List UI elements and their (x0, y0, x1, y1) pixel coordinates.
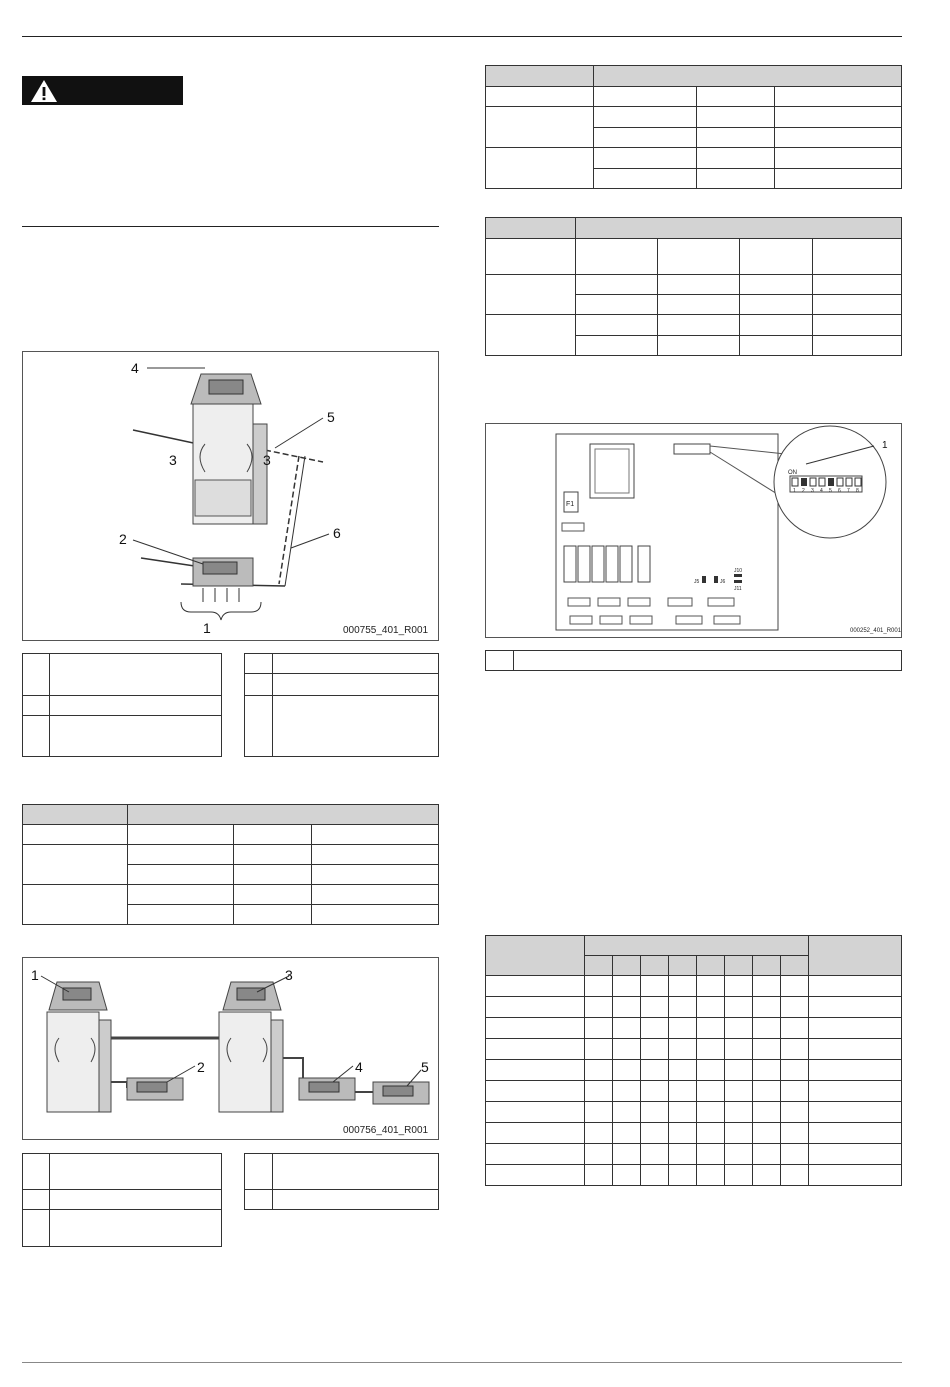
fig2-callout-5: 5 (421, 1059, 429, 1075)
top-rule (22, 36, 902, 37)
fig1-callout-4: 4 (131, 360, 139, 376)
figure-3-drawing (486, 424, 901, 637)
fig1-callout-2: 2 (119, 531, 127, 547)
fig1-callout-6: 6 (333, 525, 341, 541)
fig1-legend-right (244, 653, 439, 757)
fig3-fuse-label: F1 (566, 501, 575, 508)
fig2-callout-3: 3 (285, 967, 293, 983)
dip-num-8: 8 (856, 488, 859, 494)
dip-num-4: 4 (820, 488, 823, 494)
spec-table-right-1 (485, 65, 902, 189)
section-rule (22, 226, 439, 227)
fig1-legend-left (22, 653, 222, 757)
fig3-on-label: ON (788, 470, 797, 476)
figure-3 (485, 423, 902, 638)
spec-table-left (22, 804, 439, 925)
fig2-code: 000756_401_R001 (343, 1125, 429, 1136)
figure-1 (22, 351, 439, 641)
dip-num-2: 2 (802, 488, 805, 494)
fig2-callout-1: 1 (31, 967, 39, 983)
warning-triangle-icon (29, 78, 59, 104)
fig3-j5-label: J5 (694, 579, 700, 585)
fig3-code: 000252_401_R001 (850, 628, 901, 634)
fig1-code: 000755_401_R001 (343, 625, 429, 636)
figure-2 (22, 957, 439, 1140)
dip-num-3: 3 (811, 488, 814, 494)
dip-switch-table (485, 935, 902, 1186)
dip-num-1: 1 (793, 488, 796, 494)
bottom-rule (22, 1362, 902, 1363)
fig3-j6-label: J6 (720, 579, 726, 585)
warning-banner (22, 76, 183, 105)
dip-num-6: 6 (838, 488, 841, 494)
fig1-callout-3b: 3 (263, 452, 271, 468)
fig3-callout-1: 1 (882, 440, 888, 451)
dip-num-5: 5 (829, 488, 832, 494)
fig3-legend (485, 650, 902, 671)
figure-2-drawing (23, 958, 438, 1139)
spec-table-right-2 (485, 217, 902, 356)
fig2-callout-4: 4 (355, 1059, 363, 1075)
figure-1-drawing (23, 352, 438, 640)
fig2-legend-left (22, 1153, 222, 1247)
fig1-callout-5: 5 (327, 409, 335, 425)
fig3-j11-label: J11 (734, 586, 742, 592)
dip-num-7: 7 (847, 488, 850, 494)
fig1-callout-1: 1 (203, 620, 211, 636)
fig2-legend-right (244, 1153, 439, 1210)
fig2-callout-2: 2 (197, 1059, 205, 1075)
fig1-callout-3a: 3 (169, 452, 177, 468)
fig3-j10-label: J10 (734, 568, 743, 574)
